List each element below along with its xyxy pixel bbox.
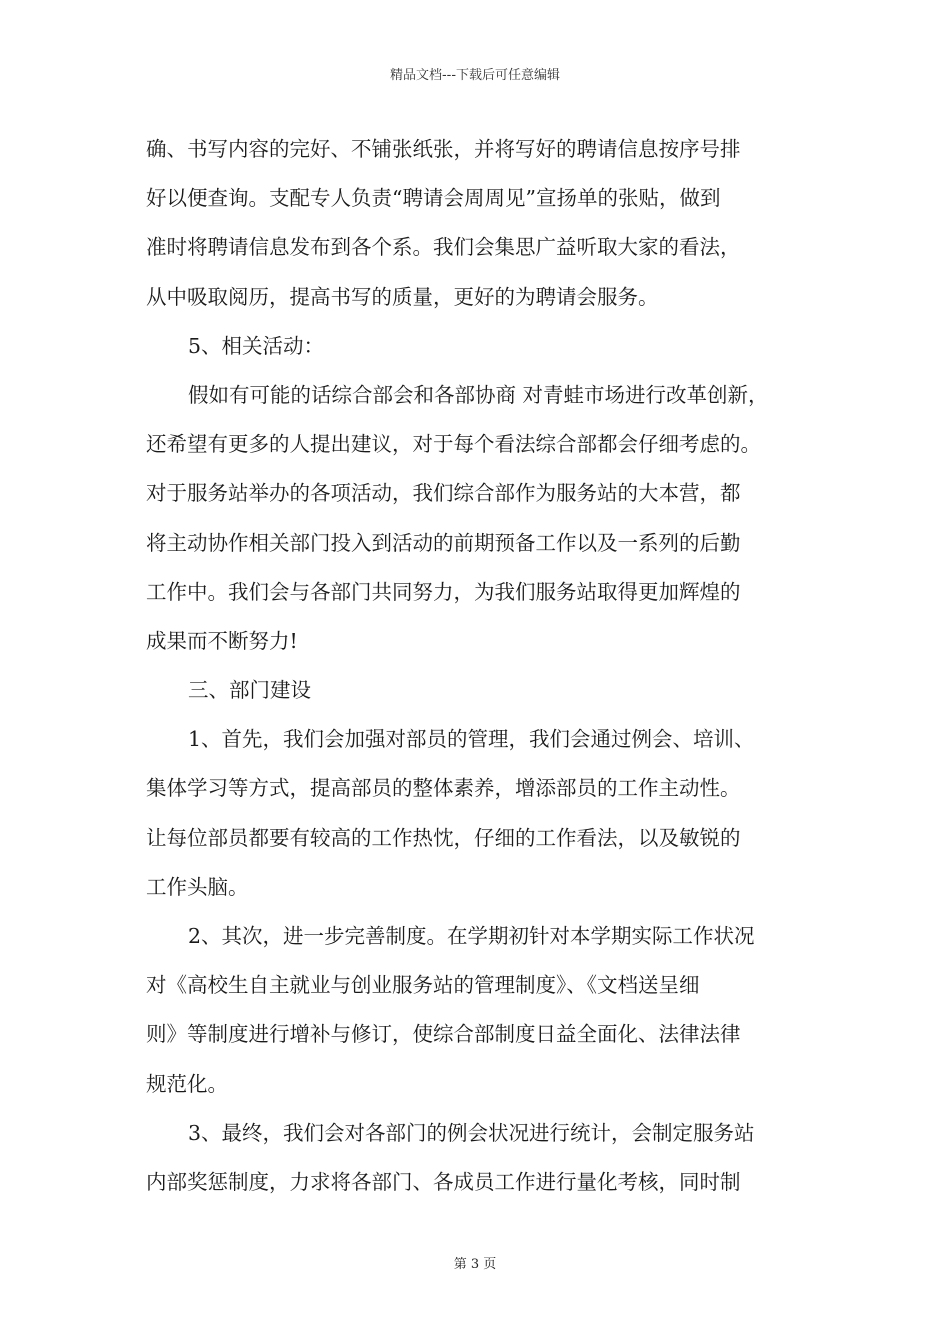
- text-line: 将主动协作相关部门投入到活动的前期预备工作以及一系列的后勤: [146, 530, 741, 555]
- text-line: 工作中。我们会与各部门共同努力，为我们服务站取得更加辉煌的: [146, 579, 741, 604]
- text-line: 成果而不断努力!: [146, 628, 298, 653]
- text-line: 5、相关活动：: [188, 333, 325, 358]
- text-line: 三、部门建设: [188, 678, 311, 703]
- text-line: 内部奖惩制度，力求将各部门、各成员工作进行量化考核，同时制: [146, 1169, 741, 1194]
- document-body: [146, 125, 826, 1207]
- text-line: 集体学习等方式，提高部员的整体素养，增添部员的工作主动性。: [146, 776, 741, 801]
- text-line: 让每位部员都要有较高的工作热忱，仔细的工作看法，以及敏锐的: [146, 825, 741, 850]
- text-line: 好以便查询。支配专人负责“聘请会周周见”宣扬单的张贴，做到: [146, 186, 721, 211]
- text-line: 准时将聘请信息发布到各个系。我们会集思广益听取大家的看法，: [146, 235, 741, 260]
- text-line: 还希望有更多的人提出建议，对于每个看法综合部都会仔细考虑的。: [146, 432, 761, 457]
- text-line: 工作头脑。: [146, 874, 249, 899]
- text-line: 2、其次，进一步完善制度。在学期初针对本学期实际工作状况: [188, 924, 755, 948]
- text-line: 则》等制度进行增补与修订，使综合部制度日益全面化、法律法律: [146, 1022, 741, 1047]
- page-number: 第 3 页: [453, 1257, 497, 1272]
- text-line: 确、书写内容的完好、不铺张纸张，并将写好的聘请信息按序号排: [146, 137, 741, 161]
- text-line: 规范化。: [146, 1071, 228, 1096]
- text-line: 假如有可能的话综合部会和各部协商 对青蛙市场进行改革创新，: [188, 382, 769, 407]
- text-line: 对《高校生自主就业与创业服务站的管理制度》、《文档送呈细: [146, 973, 700, 998]
- text-line: 从中吸取阅历，提高书写的质量，更好的为聘请会服务。: [146, 284, 659, 309]
- text-line: 对于服务站举办的各项活动，我们综合部作为服务站的大本营，都: [146, 481, 741, 506]
- text-line: 3、最终，我们会对各部门的例会状况进行统计，会制定服务站: [188, 1120, 755, 1145]
- page-header: 精品文档---下载后可任意编辑: [389, 68, 561, 83]
- text-line: 1、首先，我们会加强对部员的管理，我们会通过例会、培训、: [188, 727, 755, 752]
